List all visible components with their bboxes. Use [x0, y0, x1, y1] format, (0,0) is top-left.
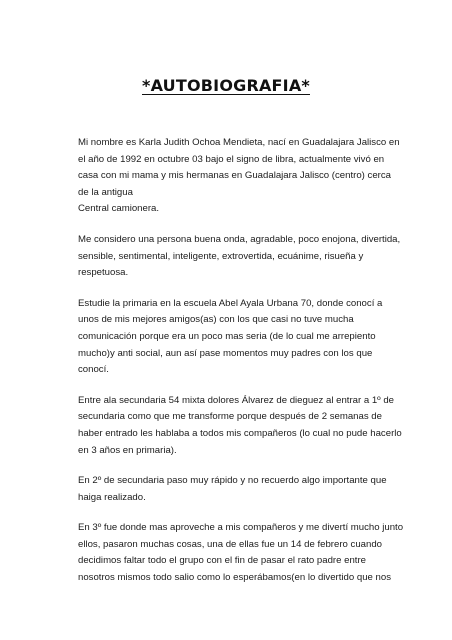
paragraph-line: Estudie la primaria en la escuela Abel Ayala Urbana 70, donde conocí a	[78, 297, 383, 309]
paragraph-line: sensible, sentimental, inteligente, extrovertida, ecuánime, risueña y	[78, 250, 364, 262]
paragraph-line: el año de 1992 en octubre 03 bajo el signo de libra, actualmente vivó en	[78, 153, 385, 165]
paragraph-line: en 3 años en primaria).	[78, 444, 177, 456]
paragraph-line: unos de mis mejores amigos(as) con los que casi no tuve mucha	[78, 314, 354, 326]
paragraph	[78, 135, 400, 218]
paragraph-line: nosotros mismos todo salio como lo esperábamos(en lo divertido que nos	[78, 572, 392, 584]
paragraph	[78, 520, 404, 586]
paragraph-line: secundaria como que me transforme porque después de 2 semanas de	[78, 411, 382, 423]
paragraph-line: haber entrado les hablaba a todos mis compañeros (lo cual no pude hacerlo	[78, 427, 402, 439]
paragraph-line: casa con mi mama y mis hermanas en Guadalajara Jalisco (centro) cerca	[78, 170, 391, 182]
paragraph	[78, 296, 394, 379]
document-title	[0, 76, 452, 95]
paragraph-line: Entre ala secundaria 54 mixta dolores Álvarez de dieguez al entrar a 1º de	[78, 394, 395, 406]
paragraph-line: comunicación porque era un poco mas seria (de lo cual me arrepiento	[78, 330, 376, 342]
paragraph-line: Central camionera.	[78, 203, 160, 215]
paragraph	[78, 473, 394, 506]
paragraph-line: de la antigua	[78, 186, 133, 198]
paragraph	[78, 393, 402, 459]
document-body	[78, 135, 404, 601]
paragraph-line: conocí.	[78, 364, 109, 376]
paragraph-line: Mi nombre es Karla Judith Ochoa Mendieta, nací en Guadalajara Jalisco en	[78, 137, 400, 148]
paragraph-line: Me considero una persona buena onda, agradable, poco enojona, divertida,	[78, 233, 401, 245]
paragraph-line: En 3º fue donde mas aproveche a mis compañeros y me divertí mucho junto	[78, 522, 404, 534]
paragraph	[78, 232, 401, 282]
paragraph-line: decidimos faltar todo el grupo con el fin de pasar el rato padre entre	[78, 555, 366, 567]
paragraph-line: respetuosa.	[78, 267, 129, 279]
paragraph-line: haiga realizado.	[78, 491, 146, 503]
paragraph-line: mucho)y anti social, aun así pase momentos muy padres con los que	[78, 347, 373, 359]
paragraph-line: ellos, pasaron muchas cosas, una de ellas fue un 14 de febrero cuando	[78, 538, 383, 550]
document-title-text: *AUTOBIOGRAFIA*	[142, 76, 310, 95]
paragraph-line: En 2º de secundaria paso muy rápido y no recuerdo algo importante que	[78, 475, 387, 487]
